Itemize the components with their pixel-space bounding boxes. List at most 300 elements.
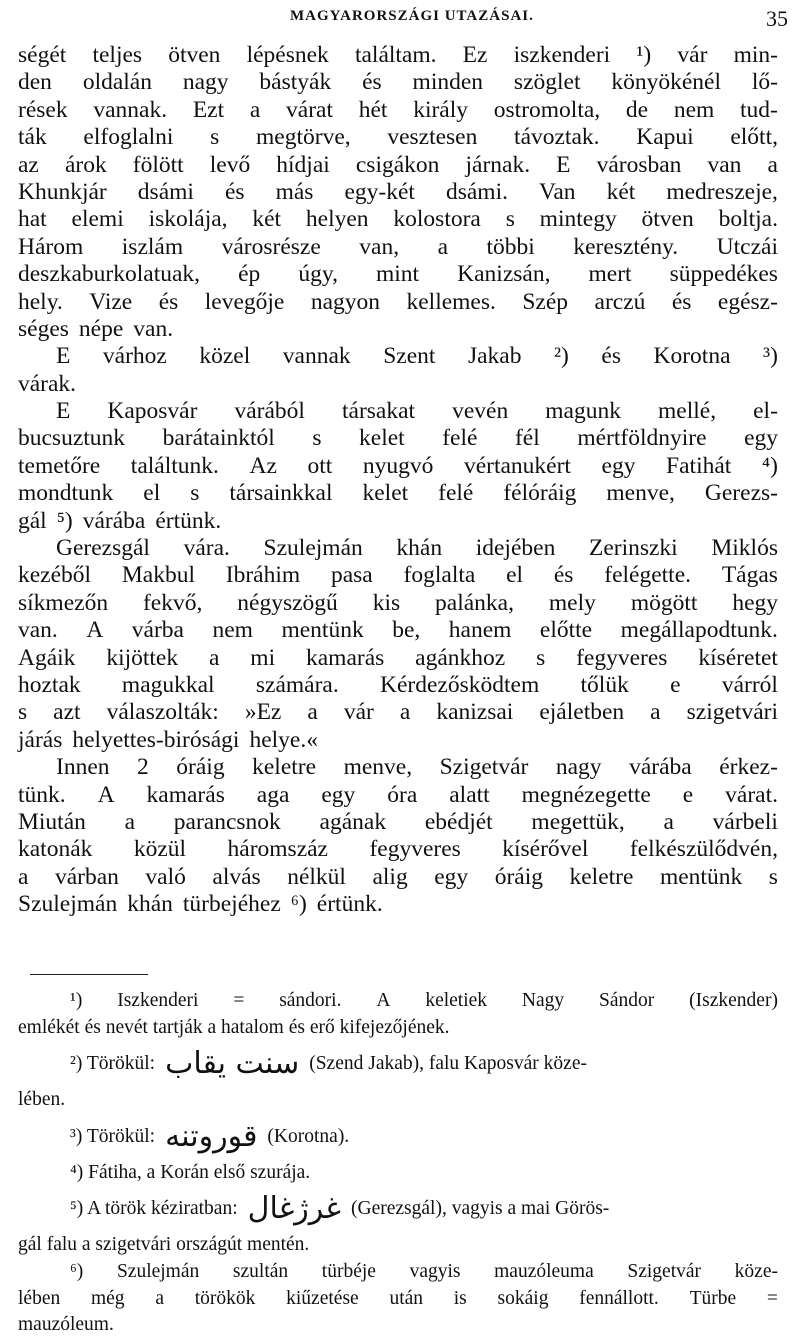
word: van. — [18, 617, 58, 644]
word: süppedékes — [669, 261, 778, 288]
body-line — [18, 206, 778, 233]
word: járnak. — [465, 151, 531, 178]
word: teljes — [92, 42, 143, 68]
body-line — [18, 152, 778, 179]
word: találtam. — [354, 42, 437, 68]
word: úgy, — [298, 261, 338, 288]
word: és — [158, 288, 179, 315]
word: tud- — [740, 96, 778, 123]
word: ¹) — [636, 42, 652, 68]
word: könyökénél — [611, 69, 722, 96]
body-line — [18, 699, 778, 726]
body-line — [18, 425, 778, 452]
word: hét — [358, 96, 388, 123]
body-line — [18, 261, 778, 288]
word: keletre — [569, 863, 634, 890]
word: várról — [721, 671, 778, 698]
footnote-5-line — [18, 1186, 778, 1232]
word: ötven — [641, 206, 694, 233]
word: nem — [673, 96, 715, 123]
word: Miután — [18, 808, 86, 835]
body-line — [18, 891, 778, 918]
word: a — [437, 233, 449, 260]
word: E — [556, 151, 571, 178]
word: óráig — [494, 863, 543, 890]
word: felé — [442, 425, 478, 452]
word: mondtunk — [18, 480, 114, 507]
word: deszkaburkolatuak, — [18, 261, 201, 288]
word: hídjai — [276, 151, 330, 178]
word: dsámi — [137, 178, 194, 205]
word: egy — [601, 452, 636, 479]
word: mert — [588, 261, 632, 288]
body-line — [18, 836, 778, 863]
word: kísérővel — [502, 836, 589, 863]
footnote-2-suffix: (Szend Jakab), falu Kaposvár köze- — [309, 1053, 587, 1075]
word: szöglet — [513, 69, 581, 96]
word: Sándor — [599, 990, 655, 1011]
body-line — [18, 179, 778, 206]
word: mértföldnyire — [577, 425, 707, 452]
word: nagy — [182, 69, 229, 96]
word: fennállott. — [579, 1287, 659, 1309]
word: Kapui — [636, 124, 694, 151]
word: távoztak. — [514, 124, 600, 151]
word: ott — [307, 452, 333, 479]
word: ⁶) — [290, 891, 307, 918]
word: ségét — [18, 42, 67, 68]
word: rések — [18, 96, 68, 123]
word: min- — [733, 42, 778, 68]
word: dsámi. — [445, 178, 508, 205]
word: várhoz — [102, 343, 167, 370]
word: előtt, — [730, 124, 778, 151]
word: Szulejmán — [116, 1260, 200, 1282]
word: fölött — [132, 151, 184, 178]
word: egy — [744, 425, 778, 452]
word: keletre — [252, 754, 317, 781]
word: vannak — [282, 343, 351, 370]
word: Iszkenderi — [117, 990, 199, 1011]
word: kellemes. — [406, 288, 496, 315]
word: keletiek — [425, 990, 488, 1011]
word: egy — [321, 781, 356, 808]
word: Fatihát — [666, 452, 732, 479]
footnote-5-arabic: غرژغال — [247, 1191, 341, 1227]
footnote-2-arabic: سنت يقاب — [165, 1046, 300, 1082]
word: Szigetvár — [627, 1260, 702, 1282]
word: arczú — [594, 288, 646, 315]
word: s — [18, 699, 28, 726]
word: óra — [387, 781, 418, 808]
word: kezéből — [18, 562, 92, 589]
word: »Ez — [244, 699, 282, 726]
word: katonák — [18, 836, 93, 863]
word: felé — [438, 480, 474, 507]
word: fegyveres — [576, 644, 668, 671]
word: a — [767, 151, 778, 178]
word: iszlám — [121, 233, 184, 260]
word: agánkhoz — [415, 644, 506, 671]
word: s — [505, 206, 515, 233]
word: (Iszkender) — [689, 990, 778, 1011]
word: hely. — [18, 288, 63, 315]
word: Jakab — [467, 343, 522, 370]
word: helye.« — [249, 726, 318, 753]
word: Korotna — [653, 343, 731, 370]
word: és — [224, 178, 245, 205]
word: szigetvári — [686, 699, 778, 726]
word: bucsuztunk — [18, 425, 126, 452]
word: vagyis — [409, 1260, 461, 1282]
word: a — [650, 699, 661, 726]
word: megtörve, — [256, 124, 351, 151]
word: találtunk. — [130, 452, 219, 479]
word: tünk. — [18, 781, 66, 808]
word: levő — [209, 151, 251, 178]
footnotes — [18, 988, 778, 1339]
body-line — [18, 562, 778, 589]
word: ejáletben — [539, 699, 625, 726]
word: lében — [18, 1287, 61, 1309]
body-line — [18, 289, 778, 316]
word: gál — [18, 507, 47, 534]
word: van. — [133, 315, 174, 342]
word: Innen — [56, 754, 110, 781]
word: vannak. — [93, 96, 168, 123]
word: közel — [199, 343, 251, 370]
word: felégette. — [604, 562, 692, 589]
word: való — [145, 863, 186, 890]
footnote-3-line — [18, 1114, 778, 1160]
footnote-5-suffix: (Gerezsgál), vagyis a mai Görös- — [351, 1198, 610, 1220]
word: s — [536, 644, 546, 671]
word: még — [90, 1287, 125, 1309]
word: lő- — [751, 69, 778, 96]
word: medreszeje, — [666, 178, 778, 205]
word: elemi — [71, 206, 124, 233]
word: fekvő, — [142, 589, 203, 616]
word: khán — [396, 535, 443, 562]
word: mi — [250, 644, 276, 671]
word: várat — [286, 96, 334, 123]
body-line — [18, 508, 778, 535]
body-line — [18, 124, 778, 151]
word: alatt — [449, 781, 490, 808]
word: ³) — [763, 343, 778, 370]
word: s — [312, 425, 322, 452]
word: nagyon — [310, 288, 381, 315]
word: ép — [238, 261, 261, 288]
running-head — [0, 6, 800, 34]
word: mellé, — [658, 398, 717, 425]
word: kolostora — [393, 206, 481, 233]
word: Szulejmán — [263, 535, 363, 562]
word: várba — [131, 617, 184, 644]
word: agának — [319, 808, 387, 835]
body-line — [18, 645, 778, 672]
word: kiűzetése — [286, 1287, 359, 1309]
word: azt — [53, 699, 81, 726]
word: Szent — [383, 343, 436, 370]
body-line — [18, 371, 778, 398]
word: Kaposvár — [107, 398, 198, 425]
word: a — [307, 699, 318, 726]
word: megállapodtunk. — [620, 617, 778, 644]
word: értünk. — [316, 891, 383, 918]
word: Van — [539, 178, 576, 205]
word: ták — [18, 124, 47, 151]
word: is — [453, 1287, 467, 1309]
word: vára. — [183, 535, 230, 562]
word: el — [506, 562, 524, 589]
word: kelet — [359, 425, 405, 452]
word: mauzóleuma — [494, 1260, 594, 1282]
footnote-2-line: lében. — [18, 1089, 66, 1111]
word: iskolája, — [148, 206, 228, 233]
word: e — [670, 671, 681, 698]
word: Miklós — [711, 535, 778, 562]
word: Makbul — [121, 562, 195, 589]
word: türbéje — [321, 1260, 376, 1282]
word: mentünk — [659, 863, 743, 890]
word: boltja. — [718, 206, 778, 233]
word: bástyák — [259, 69, 332, 96]
word: A — [376, 990, 391, 1011]
word: az — [18, 151, 39, 178]
word: vár — [343, 699, 374, 726]
body-line — [18, 316, 778, 343]
word: a — [18, 863, 29, 890]
word: magukkal — [121, 671, 215, 698]
word: Khunkjár — [18, 178, 107, 205]
word: be, — [392, 617, 421, 644]
word: a — [399, 699, 411, 726]
word: megettük, — [531, 808, 625, 835]
word: nem — [212, 617, 253, 644]
word: vértanukért — [463, 452, 571, 479]
word: mintegy — [539, 206, 617, 233]
word: van — [707, 151, 742, 178]
footnote-2-prefix: ²) Törökül: — [70, 1053, 156, 1075]
word: Kérdezősködtem — [380, 671, 540, 698]
footnote-6-line — [18, 1259, 778, 1286]
word: = — [233, 990, 245, 1011]
word: számára. — [255, 671, 339, 698]
word: és — [601, 343, 621, 370]
word: más — [275, 178, 314, 205]
word: sokáig — [497, 1287, 549, 1309]
word: Három — [18, 233, 84, 260]
word: társainkkal — [229, 480, 333, 507]
word: helyen — [305, 206, 369, 233]
word: ⁵) — [56, 507, 73, 534]
word: el- — [753, 398, 778, 425]
body-line — [18, 782, 778, 809]
word: népe — [78, 315, 124, 342]
word: E — [56, 343, 71, 370]
word: király — [413, 96, 469, 123]
word: egy-két — [344, 178, 415, 205]
word: temetőre — [18, 452, 101, 479]
word: Az — [249, 452, 277, 479]
word: türbejéhez — [182, 891, 281, 918]
word: négyszögű — [237, 589, 338, 616]
word: társakat — [341, 398, 416, 425]
word: mentünk — [281, 617, 364, 644]
word: magunk — [545, 398, 621, 425]
word: és — [553, 562, 574, 589]
word: fegyveres — [369, 836, 461, 863]
word: hanem — [448, 617, 512, 644]
word: után — [389, 1287, 424, 1309]
word: közül — [133, 836, 187, 863]
word: Ibráhim — [225, 562, 301, 589]
word: kamarás — [305, 644, 385, 671]
word: ostromolta, — [493, 96, 601, 123]
word: nagy — [555, 754, 602, 781]
word: a — [124, 808, 136, 835]
word: Szigetvár — [439, 754, 529, 781]
word: mely — [548, 589, 596, 616]
word: s — [190, 480, 200, 507]
word: szultán — [232, 1260, 289, 1282]
word: parancsnok — [173, 808, 281, 835]
word: városban — [596, 151, 682, 178]
word: Utczái — [716, 233, 778, 260]
word: levegője — [204, 288, 285, 315]
word: hegy — [732, 589, 778, 616]
footnote-6-line — [18, 1286, 778, 1313]
word: egy — [434, 863, 469, 890]
word: oldalán — [82, 69, 152, 96]
word: síkmezőn — [18, 589, 109, 616]
word: E — [56, 398, 71, 425]
word: fél — [514, 425, 540, 452]
word: és — [671, 288, 692, 315]
word: tőlük — [580, 671, 629, 698]
word: menve, — [606, 480, 675, 507]
body-line — [18, 590, 778, 617]
body-line — [18, 453, 778, 480]
word: várbeli — [712, 808, 778, 835]
word: Vize — [89, 288, 133, 315]
body-line — [18, 69, 778, 96]
word: foglalta — [403, 562, 476, 589]
word: sándori. — [279, 990, 342, 1011]
word: e — [682, 781, 694, 808]
word: barátainktól — [162, 425, 275, 452]
word: el — [143, 480, 161, 507]
word: a — [208, 644, 220, 671]
word: kelet — [362, 480, 409, 507]
word: árok — [64, 151, 107, 178]
word: Zerinszki — [588, 535, 678, 562]
word: Nagy — [521, 990, 565, 1011]
word: séges — [18, 315, 69, 342]
word: válaszolták: — [106, 699, 219, 726]
word: kamarás — [146, 781, 225, 808]
word: várban — [54, 863, 119, 890]
word: A — [97, 781, 115, 808]
footnote-2-line — [18, 1041, 778, 1087]
word: a — [249, 96, 261, 123]
word: menve, — [343, 754, 413, 781]
word: keresztény. — [573, 233, 679, 260]
page-number: 35 — [766, 6, 788, 31]
word: Ezt — [192, 96, 225, 123]
word: ⁴) — [761, 452, 778, 479]
word: törökök — [194, 1287, 256, 1309]
body-line — [18, 864, 778, 891]
body-line — [18, 809, 778, 836]
footnote-3-suffix: (Korotna). — [267, 1125, 350, 1147]
word: értünk. — [155, 507, 222, 534]
word: s — [768, 863, 778, 890]
word: helyettes-birósági — [72, 726, 240, 753]
word: den — [18, 69, 52, 96]
body-line — [18, 42, 778, 69]
body-line — [18, 398, 778, 425]
footnote-6-line: mauzóleum. — [18, 1314, 114, 1336]
footnote-5-line: gál falu a szigetvári országút mentén. — [18, 1234, 310, 1256]
word: vesztesen — [387, 124, 478, 151]
word: két — [252, 206, 282, 233]
word: várak. — [18, 370, 77, 397]
word: khán — [127, 891, 173, 918]
word: ⁶) — [70, 1260, 84, 1282]
footnote-3-prefix: ³) Törökül: — [70, 1125, 156, 1147]
word: Agáik — [18, 644, 76, 671]
word: iszkenderi — [513, 42, 611, 68]
word: többi — [486, 233, 535, 260]
word: nélkül — [287, 863, 346, 890]
word: A — [86, 617, 104, 644]
word: pasa — [330, 562, 373, 589]
word: Tágas — [721, 562, 778, 589]
footnote-5-prefix: ⁵) A török kéziratban: — [70, 1198, 238, 1220]
word: lépésnek — [246, 42, 329, 68]
word: palánka, — [435, 589, 514, 616]
word: egész- — [717, 288, 778, 315]
word: kijöttek — [106, 644, 179, 671]
word: Ez — [462, 42, 488, 68]
word: alvás — [212, 863, 261, 890]
word: hoztak — [18, 671, 81, 698]
word: csigákon — [355, 151, 440, 178]
word: hat — [18, 206, 47, 233]
word: s — [210, 124, 220, 151]
body-text — [18, 42, 778, 919]
word: mint — [376, 261, 420, 288]
word: alig — [372, 863, 408, 890]
body-line — [18, 754, 778, 781]
word: Gerezs- — [704, 480, 778, 507]
word: a — [155, 1287, 164, 1309]
footnote-divider — [30, 974, 148, 975]
body-line — [18, 727, 778, 754]
word: háromszáz — [227, 836, 328, 863]
word: felkészülődvén, — [629, 836, 778, 863]
word: a — [663, 808, 674, 835]
footnote-1-line: emlékét és nevét tartják a hatalom és erő kifejezőjének. — [18, 1016, 450, 1038]
word: köze- — [734, 1260, 778, 1282]
body-line — [18, 480, 778, 507]
word: kis — [372, 589, 401, 616]
word: megnézegette — [521, 781, 651, 808]
word: 2 — [137, 754, 149, 781]
footnote-4-line: ⁴) Fátiha, a Korán első szurája. — [70, 1161, 311, 1183]
